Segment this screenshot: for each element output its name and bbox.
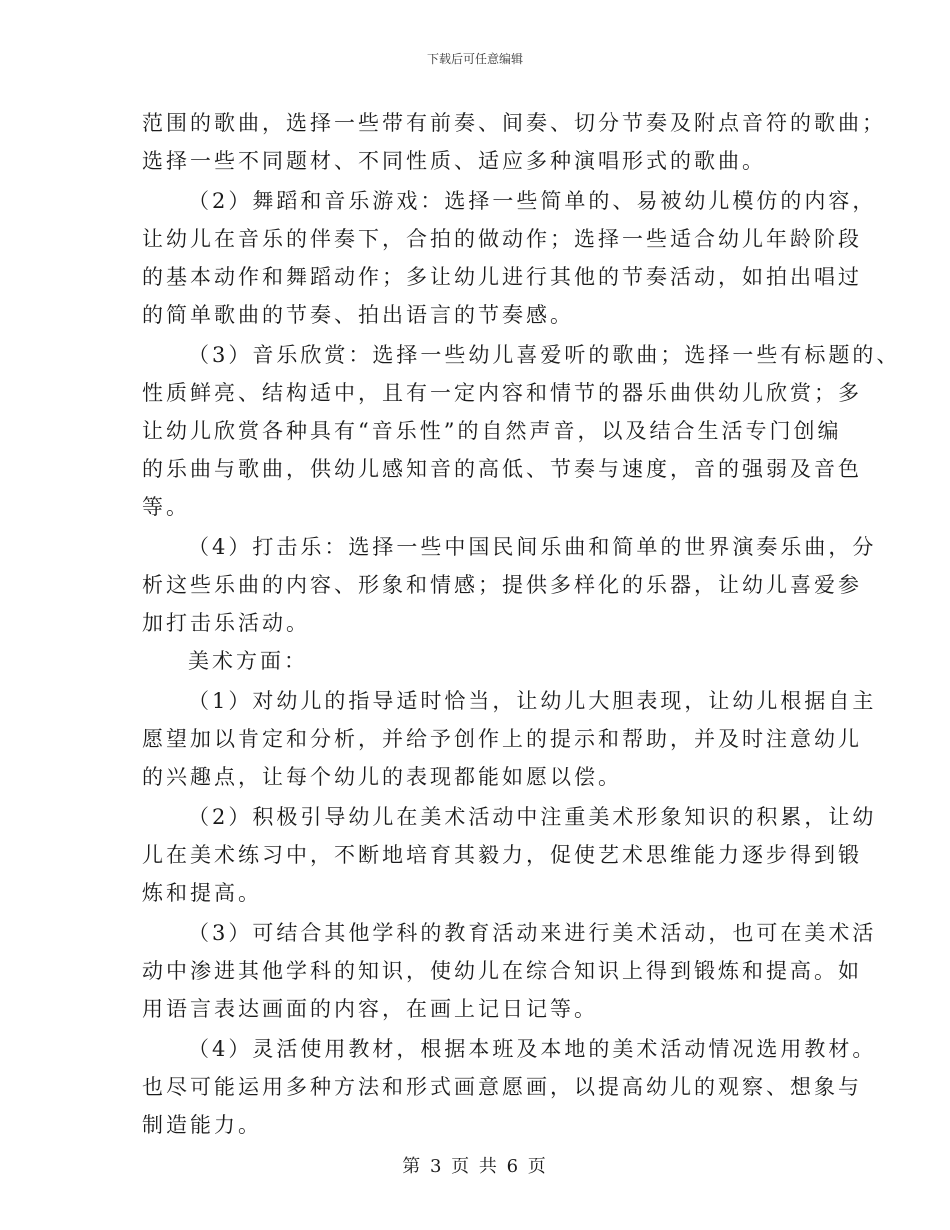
text-line: 炼和提高。	[142, 881, 262, 905]
text-line: 的基本动作和舞蹈动作；多让幼儿进行其他的节奏活动，如拍出唱过	[142, 265, 862, 289]
text-line: 加打击乐活动。	[142, 611, 310, 635]
text-line: 让幼儿欣赏各种具有“音乐性”的自然声音，以及结合生活专门创编	[142, 419, 842, 443]
text-line: 等。	[142, 495, 190, 519]
text-line: 也尽可能运用多种方法和形式画意愿画，以提高幼儿的观察、想象与	[142, 1075, 862, 1099]
text-line: （3）音乐欣赏：选择一些幼儿喜爱听的歌曲；选择一些有标题的、	[188, 343, 901, 367]
text-line: （4）打击乐：选择一些中国民间乐曲和简单的世界演奏乐曲，分	[188, 535, 877, 559]
text-line: 动中渗进其他学科的知识，使幼儿在综合知识上得到锻炼和提高。如	[142, 959, 862, 983]
text-line: 的乐曲与歌曲，供幼儿感知音的高低、节奏与速度，音的强弱及音色	[142, 457, 862, 481]
text-line: 儿在美术练习中，不断地培育其毅力，促使艺术思维能力逐步得到锻	[142, 843, 862, 867]
text-line: 让幼儿在音乐的伴奏下，合拍的做动作；选择一些适合幼儿年龄阶段	[142, 227, 862, 251]
text-line: 范围的歌曲，选择一些带有前奏、间奏、切分节奏及附点音符的歌曲；	[142, 111, 886, 135]
page-number: 第 3 页 共 6 页	[402, 1156, 548, 1177]
text-line: 选择一些不同题材、不同性质、适应多种演唱形式的歌曲。	[142, 149, 766, 173]
text-line: 析这些乐曲的内容、形象和情感；提供多样化的乐器，让幼儿喜爱参	[142, 573, 862, 597]
text-line: （4）灵活使用教材，根据本班及本地的美术活动情况选用教材。	[188, 1037, 877, 1061]
text-line: （3）可结合其他学科的教育活动来进行美术活动，也可在美术活	[188, 921, 877, 945]
text-line: （2）舞蹈和音乐游戏：选择一些简单的、易被幼儿模仿的内容，	[188, 189, 877, 213]
text-line: 愿望加以肯定和分析，并给予创作上的提示和帮助，并及时注意幼儿	[142, 727, 862, 751]
text-line: （1）对幼儿的指导适时恰当，让幼儿大胆表现，让幼儿根据自主	[188, 689, 877, 713]
text-line: （2）积极引导幼儿在美术活动中注重美术形象知识的积累，让幼	[188, 805, 877, 829]
text-line: 的简单歌曲的节奏、拍出语言的节奏感。	[142, 303, 574, 327]
text-line: 用语言表达画面的内容，在画上记日记等。	[142, 997, 598, 1021]
text-line: 制造能力。	[142, 1113, 262, 1137]
text-line: 的兴趣点，让每个幼儿的表现都能如愿以偿。	[142, 765, 622, 789]
section-heading: 美术方面：	[188, 649, 308, 673]
text-line: 性质鲜亮、结构适中，且有一定内容和情节的器乐曲供幼儿欣赏；多	[142, 381, 862, 405]
page-header: 下载后可任意编辑	[426, 52, 523, 66]
